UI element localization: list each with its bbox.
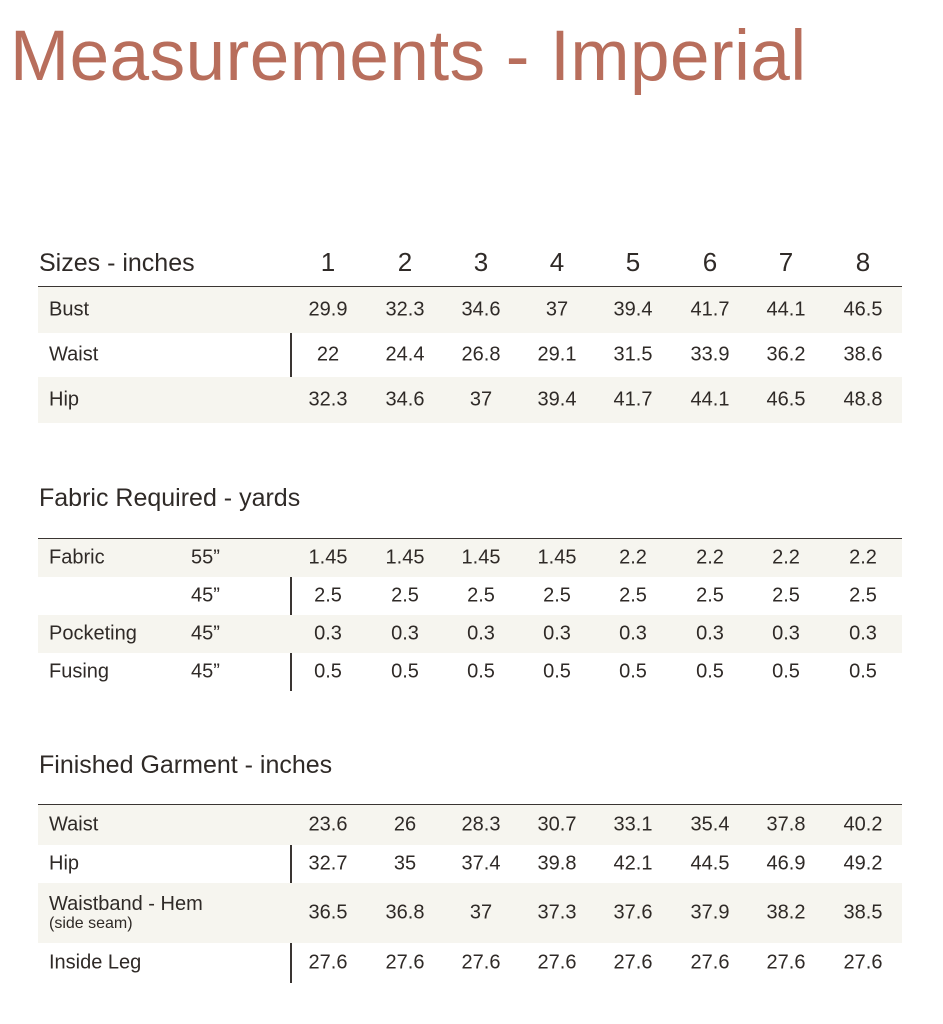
table-cell: 27.6 bbox=[766, 951, 806, 974]
table-cell: 32.3 bbox=[385, 298, 425, 321]
table-cell: 0.5 bbox=[772, 660, 800, 683]
table-cell: 40.2 bbox=[843, 813, 883, 836]
table-body bbox=[38, 804, 902, 983]
table-cell: 44.1 bbox=[766, 298, 806, 321]
table-cell: 44.1 bbox=[690, 388, 730, 411]
page-title: Measurements - Imperial bbox=[10, 17, 807, 96]
table-cell: 1.45 bbox=[308, 546, 348, 569]
fabric-required-table bbox=[38, 476, 902, 691]
table-body bbox=[38, 538, 902, 691]
row-label: Hip bbox=[49, 852, 80, 875]
row-label: Waist bbox=[49, 813, 99, 836]
table-cell: 38.2 bbox=[766, 901, 806, 924]
table-cell: 27.6 bbox=[613, 951, 653, 974]
table-cell: 0.3 bbox=[467, 622, 495, 645]
row-label: Waistband - Hem bbox=[49, 893, 203, 915]
table-cell: 0.5 bbox=[391, 660, 419, 683]
table-cell: 37.6 bbox=[613, 901, 653, 924]
table-cell: 22 bbox=[316, 343, 340, 366]
table-body bbox=[38, 286, 902, 423]
table-cell: 37.4 bbox=[461, 852, 501, 875]
table-row bbox=[38, 287, 902, 333]
table-cell: 2.2 bbox=[696, 546, 724, 569]
table-cell: 0.3 bbox=[849, 622, 877, 645]
table-row bbox=[38, 615, 902, 653]
table-cell: 24.4 bbox=[385, 343, 425, 366]
table-cell: 34.6 bbox=[461, 298, 501, 321]
table-cell: 42.1 bbox=[613, 852, 653, 875]
body-measurements-table bbox=[38, 236, 902, 423]
table-cell: 0.3 bbox=[391, 622, 419, 645]
section-title: Sizes - inches bbox=[39, 249, 195, 277]
table-cell: 27.6 bbox=[385, 951, 425, 974]
table-row bbox=[38, 539, 902, 577]
table-cell: 0.5 bbox=[619, 660, 647, 683]
table-cell: 2.5 bbox=[619, 584, 647, 607]
size-header: 2 bbox=[397, 247, 413, 277]
table-cell: 26.8 bbox=[461, 343, 501, 366]
table-row bbox=[38, 653, 902, 691]
table-cell: 2.2 bbox=[619, 546, 647, 569]
table-row bbox=[38, 845, 902, 883]
table-cell: 1.45 bbox=[461, 546, 501, 569]
table-cell: 2.2 bbox=[772, 546, 800, 569]
table-cell: 37 bbox=[545, 298, 569, 321]
table-cell: 2.5 bbox=[467, 584, 495, 607]
size-header: 5 bbox=[625, 247, 641, 277]
table-cell: 23.6 bbox=[308, 813, 348, 836]
table-cell: 34.6 bbox=[385, 388, 425, 411]
table-cell: 37 bbox=[469, 901, 493, 924]
table-cell: 0.5 bbox=[543, 660, 571, 683]
table-cell: 2.5 bbox=[314, 584, 342, 607]
table-cell: 27.6 bbox=[461, 951, 501, 974]
table-cell: 27.6 bbox=[690, 951, 730, 974]
size-header: 3 bbox=[473, 247, 489, 277]
table-cell: 2.5 bbox=[849, 584, 877, 607]
finished-garment-table bbox=[38, 744, 902, 983]
table-cell: 0.5 bbox=[849, 660, 877, 683]
section-title: Finished Garment - inches bbox=[39, 751, 333, 779]
table-cell: 46.5 bbox=[766, 388, 806, 411]
row-label: Waist bbox=[49, 343, 99, 366]
table-cell: 27.6 bbox=[537, 951, 577, 974]
table-cell: 37.3 bbox=[537, 901, 577, 924]
table-cell: 36.8 bbox=[385, 901, 425, 924]
table-cell: 0.5 bbox=[314, 660, 342, 683]
table-cell: 0.5 bbox=[696, 660, 724, 683]
table-cell: 0.3 bbox=[314, 622, 342, 645]
table-cell: 0.5 bbox=[467, 660, 495, 683]
table-cell: 39.8 bbox=[537, 852, 577, 875]
table-cell: 27.6 bbox=[843, 951, 883, 974]
table-cell: 35 bbox=[393, 852, 417, 875]
size-header: 4 bbox=[549, 247, 565, 277]
table-cell: 30.7 bbox=[537, 813, 577, 836]
table-row bbox=[38, 377, 902, 423]
table-cell: 0.3 bbox=[543, 622, 571, 645]
table-cell: 29.1 bbox=[537, 343, 577, 366]
table-cell: 32.3 bbox=[308, 388, 348, 411]
row-label: Fabric bbox=[49, 546, 105, 569]
section-title: Fabric Required - yards bbox=[39, 484, 301, 512]
table-cell: 0.3 bbox=[696, 622, 724, 645]
size-header: 8 bbox=[855, 247, 871, 277]
table-cell: 28.3 bbox=[461, 813, 501, 836]
size-header: 1 bbox=[320, 247, 336, 277]
table-cell: 33.9 bbox=[690, 343, 730, 366]
table-cell: 44.5 bbox=[690, 852, 730, 875]
row-label: Fusing bbox=[49, 660, 110, 683]
table-cell: 37 bbox=[469, 388, 493, 411]
table-row bbox=[38, 943, 902, 983]
table-cell: 41.7 bbox=[613, 388, 653, 411]
row-label: Hip bbox=[49, 388, 80, 411]
table-cell: 2.5 bbox=[391, 584, 419, 607]
table-cell: 29.9 bbox=[308, 298, 348, 321]
table-cell: 48.8 bbox=[843, 388, 883, 411]
table-row bbox=[38, 333, 902, 377]
table-cell: 32.7 bbox=[308, 852, 348, 875]
table-cell: 41.7 bbox=[690, 298, 730, 321]
table-cell: 38.6 bbox=[843, 343, 883, 366]
row-label-group bbox=[49, 893, 203, 933]
table-cell: 36.2 bbox=[766, 343, 806, 366]
row-sublabel: (side seam) bbox=[49, 915, 133, 932]
fabric-width: 45” bbox=[191, 660, 220, 683]
table-row bbox=[38, 805, 902, 845]
table-cell: 2.2 bbox=[849, 546, 877, 569]
table-cell: 46.9 bbox=[766, 852, 806, 875]
fabric-width: 55” bbox=[191, 546, 220, 569]
size-header: 6 bbox=[702, 247, 718, 277]
table-cell: 0.3 bbox=[619, 622, 647, 645]
table-cell: 37.8 bbox=[766, 813, 806, 836]
table-cell: 39.4 bbox=[613, 298, 653, 321]
table-row bbox=[38, 577, 902, 615]
table-header bbox=[38, 236, 902, 286]
table-cell: 36.5 bbox=[308, 901, 348, 924]
table-cell: 2.5 bbox=[696, 584, 724, 607]
row-label: Bust bbox=[49, 298, 90, 321]
table-row bbox=[38, 883, 902, 943]
table-cell: 31.5 bbox=[613, 343, 653, 366]
table-cell: 2.5 bbox=[543, 584, 571, 607]
table-cell: 1.45 bbox=[537, 546, 577, 569]
fabric-width: 45” bbox=[191, 584, 220, 607]
row-label: Inside Leg bbox=[49, 951, 142, 974]
table-header bbox=[38, 476, 902, 538]
table-header bbox=[38, 744, 902, 804]
table-cell: 2.5 bbox=[772, 584, 800, 607]
table-cell: 46.5 bbox=[843, 298, 883, 321]
size-header: 7 bbox=[778, 247, 794, 277]
fabric-width: 45” bbox=[191, 622, 220, 645]
table-cell: 49.2 bbox=[843, 852, 883, 875]
table-cell: 35.4 bbox=[690, 813, 730, 836]
row-label: Pocketing bbox=[49, 622, 137, 645]
table-cell: 27.6 bbox=[308, 951, 348, 974]
table-cell: 33.1 bbox=[613, 813, 653, 836]
table-cell: 0.3 bbox=[772, 622, 800, 645]
table-cell: 38.5 bbox=[843, 901, 883, 924]
table-cell: 39.4 bbox=[537, 388, 577, 411]
table-cell: 1.45 bbox=[385, 546, 425, 569]
table-cell: 26 bbox=[393, 813, 417, 836]
table-cell: 37.9 bbox=[690, 901, 730, 924]
